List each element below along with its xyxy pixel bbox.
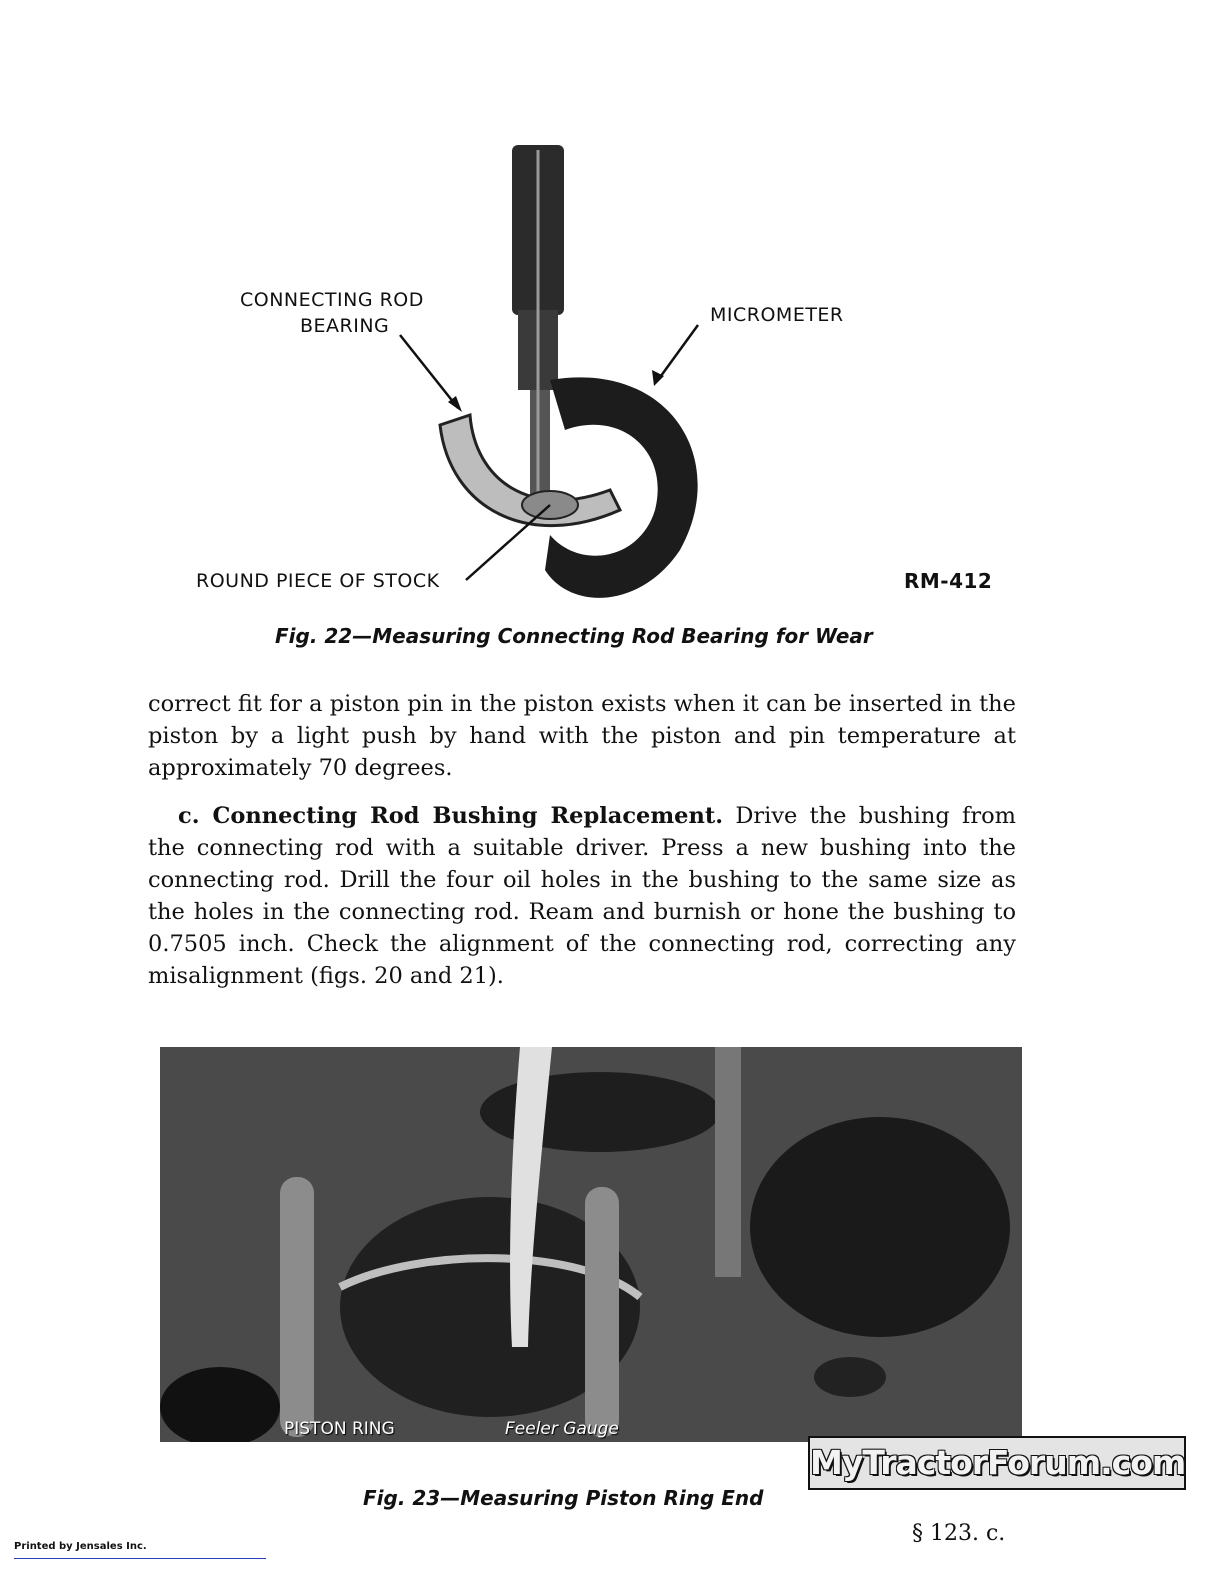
label-feeler-gauge: Feeler Gauge xyxy=(505,1419,619,1439)
stud xyxy=(280,1177,314,1437)
section-number: § 123. c. xyxy=(912,1521,1006,1546)
paragraph-heading: c. Connecting Rod Bushing Replacement. xyxy=(178,803,724,829)
figure-22-caption: Fig. 22—Measuring Connecting Rod Bearing for Wear xyxy=(275,624,873,648)
printed-by-footer: Printed by Jensales Inc. xyxy=(14,1541,147,1552)
watermark-logo: MyTractorForum.com xyxy=(808,1436,1186,1490)
paragraph-text: Drive the bushing from the connecting rod with a suitable driver. Press a new bushing into the connecting rod. Drill the four oil holes in the bushing to the same size as the holes in the connecting rod. Ream and burnish or hone the bushing to 0.7505 inch. Check the alignment of the connecting rod, correcting any misalignment (figs. 20 and 21). xyxy=(148,803,1016,989)
footer-rule xyxy=(14,1558,266,1559)
cylinder-bore xyxy=(750,1117,1010,1337)
paragraph-piston-pin-fit: correct fit for a piston pin in the piston exists when it can be inserted in the piston by a light push by hand with the piston and pin temperature at approximately 70 degrees. xyxy=(148,691,1016,781)
figure-code: RM-412 xyxy=(904,569,993,593)
label-piston-ring: PISTON RING xyxy=(284,1419,395,1439)
label-micrometer: MICROMETER xyxy=(710,304,844,326)
micrometer-frame xyxy=(545,377,698,597)
figure-22-illustration xyxy=(380,140,740,610)
paragraph-bushing-replacement xyxy=(148,800,1016,992)
label-bearing: BEARING xyxy=(300,315,390,337)
figure-23-caption: Fig. 23—Measuring Piston Ring End xyxy=(363,1486,764,1510)
stud xyxy=(715,1047,741,1277)
stud xyxy=(585,1187,619,1437)
label-connecting-rod: CONNECTING ROD xyxy=(240,289,424,311)
label-round-piece-of-stock: ROUND PIECE OF STOCK xyxy=(196,570,440,592)
figure-23-photo xyxy=(160,1047,1022,1442)
